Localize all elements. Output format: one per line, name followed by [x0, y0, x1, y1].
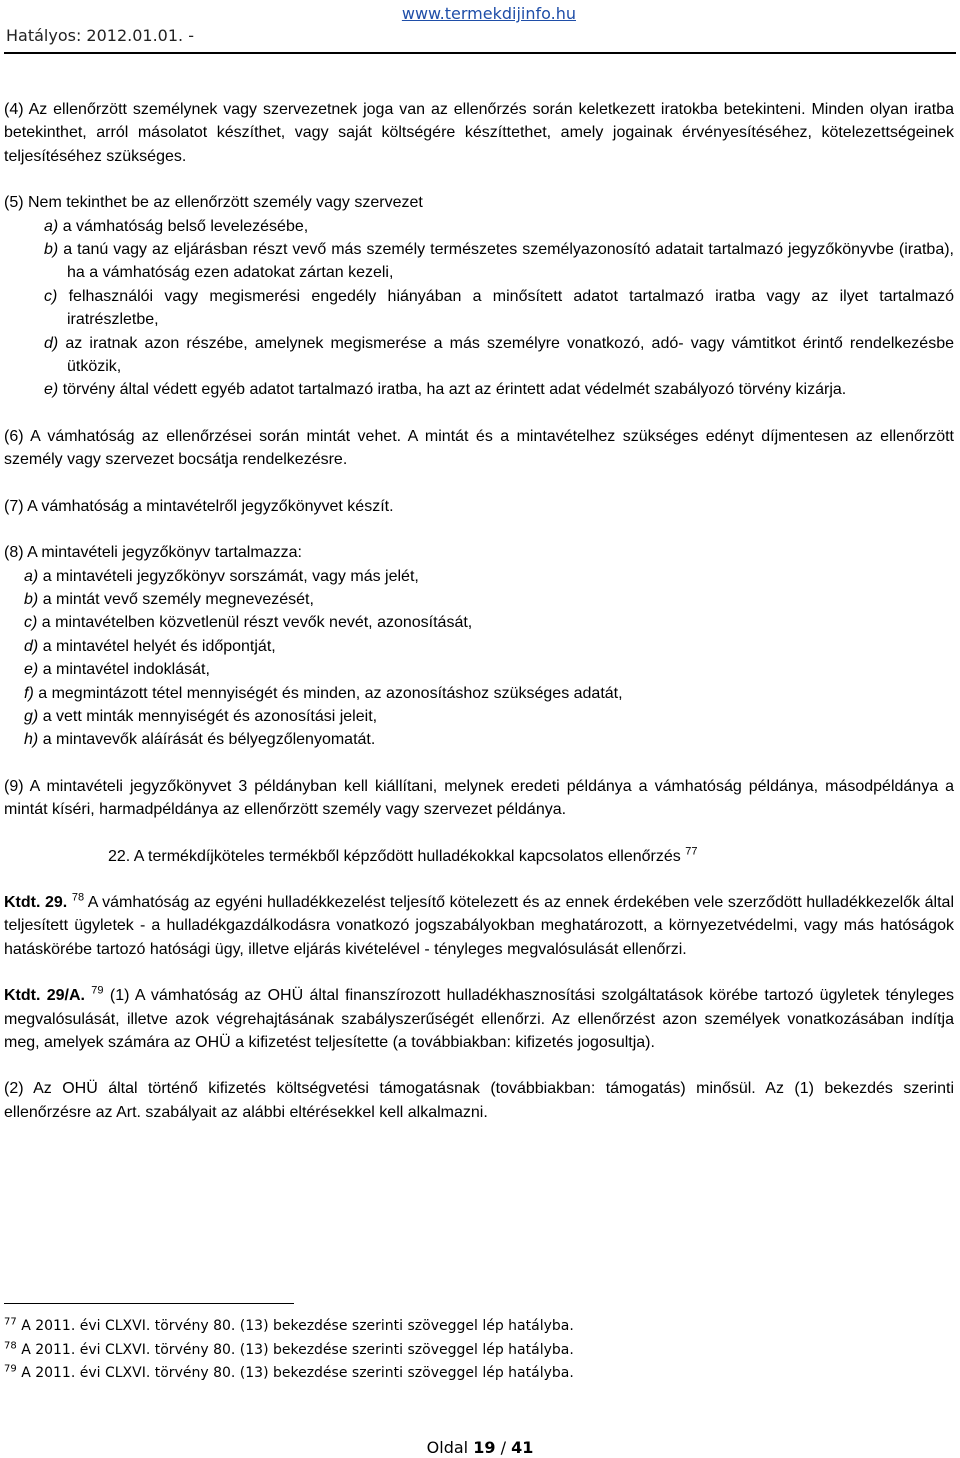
footnote-ref[interactable]: 78	[71, 891, 85, 904]
list-item: c) felhasználói vagy megismerési engedély hiányában a minősített adatot tartalmazó iratba vagy az ilyet tartalmazó iratrészletbe,	[44, 287, 954, 329]
footnotes	[4, 1315, 574, 1386]
page-header	[0, 0, 960, 56]
paragraph-6: (6) A vámhatóság az ellenőrzései során mintát vehet. A mintát és a mintavételhez szükséges edényt díjmentesen az ellenőrzött személy vagy szervezet bocsátja rendelkezésre.	[4, 427, 954, 469]
list-item: c) a mintavételben közvetlenül részt vevők nevét, azonosítását,	[24, 614, 473, 632]
section-label: Ktdt. 29.	[4, 893, 68, 911]
list-item: g) a vett minták mennyiségét és azonosítási jeleit,	[24, 707, 378, 725]
page-number: Oldal 19 / 41	[426, 1438, 534, 1457]
footnote-ref[interactable]: 79	[91, 984, 104, 997]
paragraph-9: (9) A mintavételi jegyzőkönyvet 3 példányban kell kiállítani, melynek eredeti példánya a vámhatóság példánya, másodpéldánya a mintát kíséri, harmadpéldánya az ellenőrzött személy vagy szervezet példánya.	[4, 777, 954, 819]
document-body	[4, 98, 954, 1124]
paragraph-5-intro: (5) Nem tekinthet be az ellenőrzött személy vagy szervezet	[4, 194, 423, 212]
paragraph-4: (4) Az ellenőrzött személynek vagy szervezetnek joga van az ellenőrzés során keletkezett iratokba betekinteni. Minden olyan iratba betekinthet, arról másolatot készíthet, vagy saját költségére készíttethet, amely jogainak érvényesítéséhez, kötelezettségeinek teljesítéséhez szükséges.	[4, 101, 954, 165]
list-item: e) törvény által védett egyéb adatot tartalmazó iratba, ha azt az érintett adat védelmét szabályozó törvény kizárja.	[44, 381, 847, 399]
footnote: $^{77}$ A 2011. évi CLXVI. törvény 80. (13) bekezdése szerinti szöveggel lép hatályba.	[4, 1316, 574, 1334]
list-item: e) a mintavétel indoklását,	[24, 661, 210, 679]
footnote: $^{78}$ A 2011. évi CLXVI. törvény 80. (13) bekezdése szerinti szöveggel lép hatályba.	[4, 1339, 574, 1358]
section-29a: Ktdt. 29/A. $^{79}$ (1) A vámhatóság az OHÜ által finanszírozott hulladékhasznosítási szolgáltatások körébe tartozó ügyletek tényleges megvalósulását, illetve azok végrehajtásának szabályszerűségét ellenőrzi. Az ellenőrzést azon személyek vonatkozásában indítja meg, amelyek számára az OHÜ a kifizetést teljesítette (a továbbiakban: kifizetés jogosultja).	[4, 984, 954, 1051]
footnote-ref[interactable]: 77	[685, 845, 698, 858]
footnote-divider	[4, 1303, 294, 1304]
section-heading: 22. A termékdíjköteles termékből képződött hulladékokkal kapcsolatos ellenőrzés $^{77}$	[108, 845, 698, 865]
list-item: a) a mintavételi jegyzőkönyv sorszámát, vagy más jelét,	[24, 567, 419, 585]
list-item: f) a megmintázott tétel mennyiségét és minden, az azonosításhoz szükséges adatát,	[24, 684, 623, 702]
section-29: Ktdt. 29. $^{78}$ A vámhatóság az egyéni hulladékkezelést teljesítő kötelezett és az ennek érdekében vele szerződött hulladékkezelők által teljesített ügyletek - a hulladékgazdálkodásra vonatkozó jogszabályokban meghatározott, a környezetvédelmi, vagy más hatóságok hatáskörébe tartozó hatósági ügy, illetve eljárás kivételével - tényleges megvalósulását ellenőrzi.	[4, 891, 955, 958]
list-item: d) az iratnak azon részébe, amelynek megismerése a más személyre vonatkozó, adó- vagy vámtitkot érintő rendelkezésbe ütközik,	[44, 334, 954, 376]
list-item: b) a mintát vevő személy megnevezését,	[24, 590, 314, 608]
paragraph-8-intro: (8) A mintavételi jegyzőkönyv tartalmazza:	[4, 544, 302, 562]
list-item: h) a mintavevők aláírását és bélyegzőlenyomatát.	[24, 731, 376, 749]
section-29a-paragraph-2: (2) Az OHÜ által történő kifizetés költségvetési támogatásnak (továbbiakban: támogatás) minősül. Az (1) bekezdés szerinti ellenőrzésre az Art. szabályait az alábbi eltérésekkel kell alkalmazni.	[4, 1080, 954, 1121]
effective-date: Hatályos: 2012.01.01. -	[6, 26, 194, 45]
site-link[interactable]: www.termekdijinfo.hu	[401, 4, 576, 23]
footnote: $^{79}$ A 2011. évi CLXVI. törvény 80. (13) bekezdése szerinti szöveggel lép hatályba.	[4, 1363, 574, 1381]
section-label: Ktdt. 29/A.	[4, 987, 85, 1005]
list-item: d) a mintavétel helyét és időpontját,	[24, 637, 276, 655]
header-divider	[4, 52, 956, 54]
list-item: a) a vámhatóság belső levelezésébe,	[44, 217, 309, 235]
paragraph-7: (7) A vámhatóság a mintavételről jegyzőkönyvet készít.	[4, 497, 394, 515]
list-item: b) a tanú vagy az eljárásban részt vevő más személy természetes személyazonosító adatait tartalmazó jegyzőkönyvbe (iratba), ha a vámhatóság ezen adatokat zártan kezeli,	[44, 241, 954, 282]
